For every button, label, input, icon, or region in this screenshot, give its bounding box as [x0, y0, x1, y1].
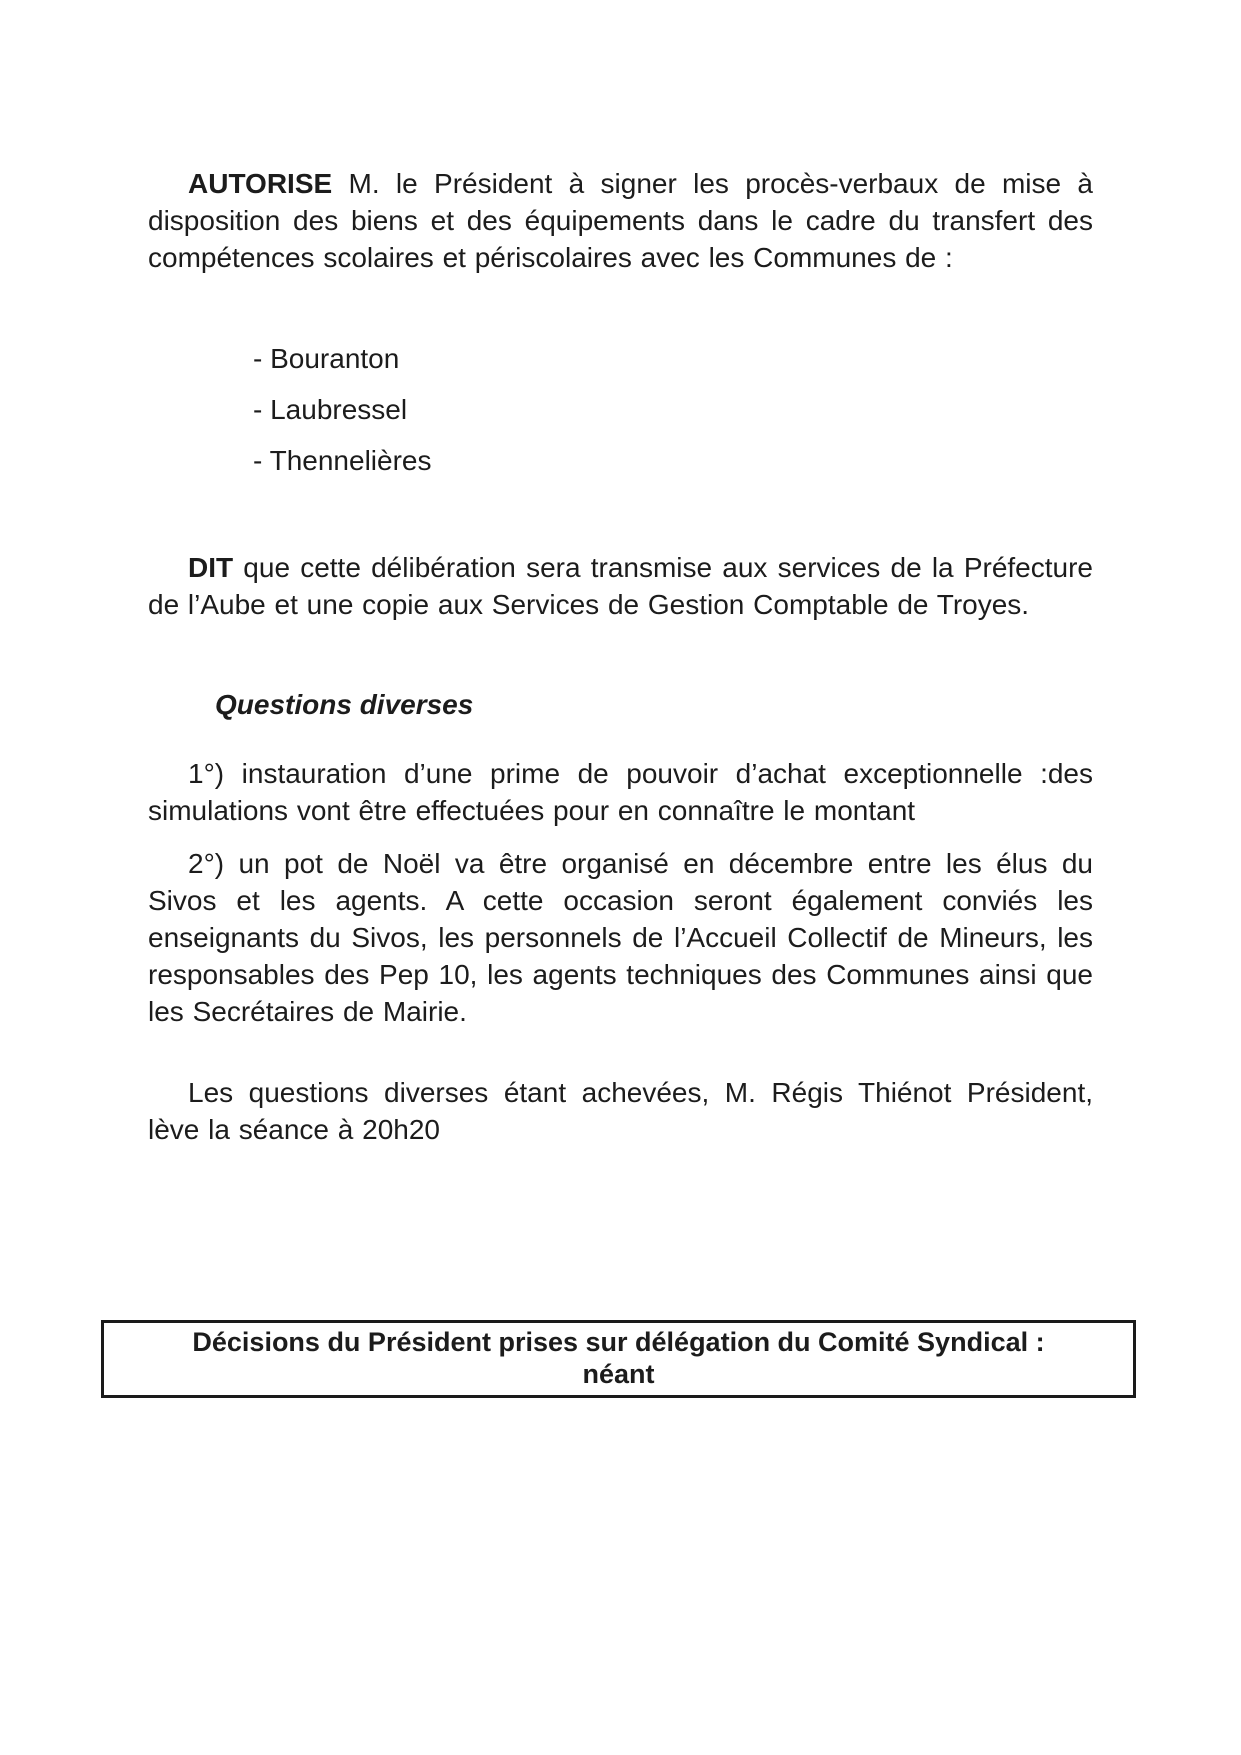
decision-box-line1: Décisions du Président prises sur délégation du Comité Syndical : [192, 1327, 1045, 1357]
paragraph-autorise [148, 165, 1093, 276]
decision-box [101, 1320, 1136, 1398]
communes-list [148, 340, 1093, 479]
questions-diverses-heading: Questions diverses [215, 689, 474, 720]
paragraph-question-1: 1°) instauration d’une prime de pouvoir d’achat exceptionnelle :des simulations vont être effectuées pour en connaître le montant [148, 758, 1093, 826]
paragraph-dit [148, 549, 1093, 623]
list-item-laubressel: - Laubressel [253, 394, 408, 425]
autorise-keyword: AUTORISE [188, 168, 333, 199]
list-item-thennelieres: - Thennelières [253, 445, 432, 476]
dit-keyword: DIT [188, 552, 234, 583]
autorise-text: M. le Président à signer les procès-verbaux de mise à disposition des biens et des équipements dans le cadre du transfert des compétences scolaires et périscolaires avec les Communes de : [148, 168, 1093, 273]
decision-box-line2: néant [582, 1359, 655, 1389]
paragraph-question-2: 2°) un pot de Noël va être organisé en décembre entre les élus du Sivos et les agents. A cette occasion seront également conviés les enseignants du Sivos, les personnels de l’Accueil Collectif de Mineurs, les responsables des Pep 10, les agents techniques des Communes ainsi que les Secrétaires de Mairie. [148, 848, 1093, 1027]
paragraph-closing: Les questions diverses étant achevées, M. Régis Thiénot Président, lève la séance à 20h20 [148, 1077, 1093, 1145]
dit-text: que cette délibération sera transmise aux services de la Préfecture de l’Aube et une copie aux Services de Gestion Comptable de Troyes. [148, 552, 1093, 620]
list-item-bouranton: - Bouranton [253, 343, 400, 374]
